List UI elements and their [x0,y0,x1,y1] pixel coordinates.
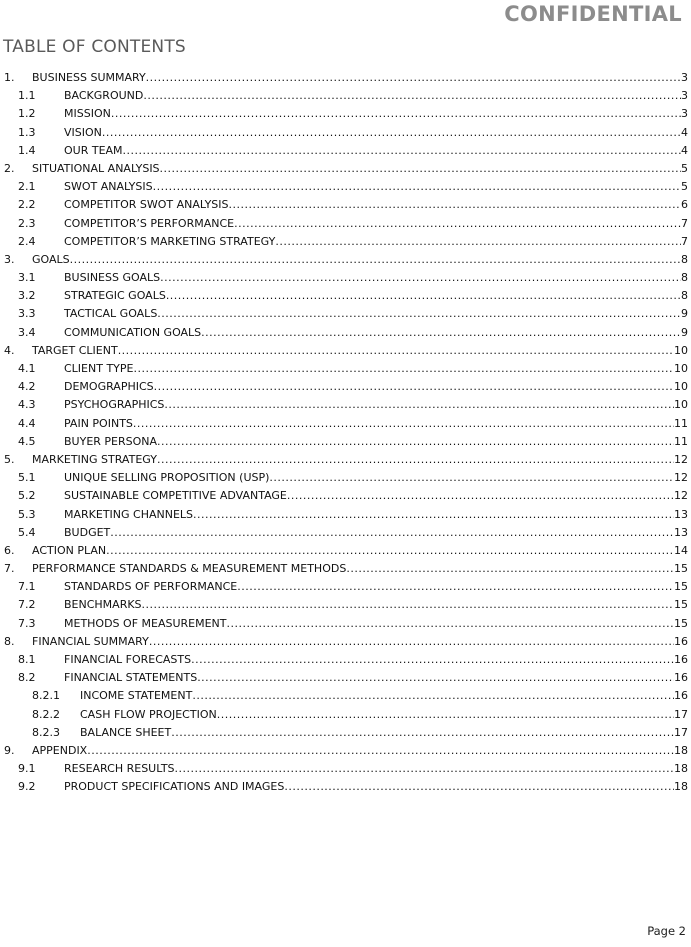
toc-entry-number: 3.4 [18,325,36,339]
toc-entry-number: 2.3 [18,216,36,230]
toc-title: TABLE OF CONTENTS [3,37,186,57]
toc-entry[interactable] [0,87,691,105]
toc-entry-line [32,542,688,560]
toc-entry[interactable] [0,196,691,214]
toc-entry-line [80,706,688,724]
toc-leader-dots [284,778,674,796]
toc-entry[interactable] [0,396,691,414]
toc-leader-dots [133,360,674,378]
toc-entry-line [64,124,688,142]
toc-entry-page: 5 [681,161,688,175]
toc-entry-number: 3.1 [18,271,36,285]
toc-entry-page: 7 [681,216,688,230]
toc-entry-label: METHODS OF MEASUREMENT [64,616,227,630]
toc-entry-label: UNIQUE SELLING PROPOSITION (USP) [64,471,270,485]
toc-leader-dots [157,451,674,469]
toc-entry-line [64,269,688,287]
toc-entry-page: 4 [681,143,688,157]
toc-leader-dots [143,87,681,105]
toc-entry[interactable] [0,560,691,578]
confidential-label: CONFIDENTIAL [504,2,682,26]
toc-leader-dots [191,651,674,669]
toc-entry-number: 3. [4,252,15,266]
toc-entry-line [64,360,688,378]
toc-entry-line [32,251,688,269]
toc-entry-page: 10 [674,343,688,357]
toc-entry-page: 3 [681,107,688,121]
toc-entry-number: 4.2 [18,380,36,394]
toc-entry-label: OUR TEAM [64,143,123,157]
toc-entry-number: 1.4 [18,143,36,157]
toc-entry[interactable] [0,651,691,669]
toc-entry-number: 8.2 [18,671,36,685]
toc-entry-label: APPENDIX [32,743,88,757]
toc-entry-number: 4.5 [18,434,36,448]
toc-entry-number: 5.2 [18,489,36,503]
toc-entry-line [64,178,688,196]
toc-entry-page: 14 [674,543,688,557]
toc-entry[interactable] [0,524,691,542]
toc-leader-dots [197,669,674,687]
toc-entry[interactable] [0,342,691,360]
toc-leader-dots [149,633,674,651]
toc-entry[interactable] [0,706,691,724]
toc-entry[interactable] [0,69,691,87]
toc-entry-page: 17 [674,707,688,721]
toc-entry-line [64,760,688,778]
toc-entry-page: 16 [674,689,688,703]
toc-leader-dots [201,324,681,342]
toc-entry-label: CASH FLOW PROJECTION [80,707,217,721]
toc-entry-label: PAIN POINTS [64,416,133,430]
toc-leader-dots [102,124,681,142]
toc-entry-label: COMPETITOR’S MARKETING STRATEGY [64,234,276,248]
table-of-contents [0,69,691,797]
toc-entry-page: 10 [674,380,688,394]
toc-entry-number: 8.1 [18,653,36,666]
toc-entry-number: 1.3 [18,125,36,139]
toc-entry-page: 10 [674,398,688,412]
toc-leader-dots [70,251,681,269]
toc-entry-page: 16 [674,634,688,648]
toc-leader-dots [87,742,674,760]
toc-leader-dots [157,305,681,323]
toc-entry-page: 9 [681,325,688,339]
toc-entry-page: 18 [674,780,688,794]
toc-entry[interactable] [0,105,691,123]
toc-entry-line [64,524,688,542]
toc-entry[interactable] [0,633,691,651]
toc-entry-line [32,633,688,651]
toc-entry-number: 6. [4,543,15,557]
toc-entry-number: 7. [4,562,15,576]
toc-entry-number: 2.1 [18,180,36,194]
toc-entry-label: SWOT ANALYSIS [64,180,153,194]
toc-leader-dots [154,378,674,396]
toc-entry[interactable] [0,487,691,505]
toc-entry-page: 12 [674,489,688,503]
toc-entry-page: 15 [674,580,688,594]
toc-entry-line [32,742,688,760]
toc-entry[interactable] [0,742,691,760]
toc-entry-number: 9.2 [18,780,36,794]
toc-entry[interactable] [0,124,691,142]
toc-entry-line [64,142,688,160]
toc-entry-number: 8.2.2 [32,707,60,721]
toc-entry[interactable] [0,669,691,687]
toc-entry-number: 9.1 [18,762,36,776]
toc-entry-label: FINANCIAL SUMMARY [32,634,149,648]
toc-leader-dots [118,342,674,360]
toc-entry-label: BALANCE SHEET [80,725,172,739]
toc-entry-label: BUSINESS SUMMARY [32,71,146,84]
toc-leader-dots [171,724,674,742]
toc-entry-label: INCOME STATEMENT [80,689,193,703]
toc-entry-line [64,778,688,796]
toc-entry-page: 12 [674,452,688,466]
toc-entry-line [64,305,688,323]
toc-entry-line [64,487,688,505]
toc-entry-page: 8 [681,252,688,266]
toc-entry-label: VISION [64,125,102,139]
toc-entry[interactable] [0,142,691,160]
toc-entry-line [64,87,688,105]
toc-entry-label: PERFORMANCE STANDARDS & MEASUREMENT METHODS [32,562,347,576]
toc-leader-dots [110,524,674,542]
toc-entry-page: 15 [674,616,688,630]
toc-entry-line [32,342,688,360]
toc-entry-line [64,324,688,342]
toc-entry-page: 5 [681,180,688,194]
toc-entry-number: 7.3 [18,616,36,630]
toc-leader-dots [146,69,681,87]
toc-leader-dots [237,578,674,596]
toc-entry[interactable] [0,269,691,287]
toc-leader-dots [123,142,681,160]
toc-entry-number: 7.1 [18,580,36,594]
toc-entry-line [64,615,688,633]
toc-entry-label: TACTICAL GOALS [64,307,158,321]
toc-leader-dots [153,178,681,196]
toc-entry[interactable] [0,305,691,323]
toc-entry-label: COMMUNICATION GOALS [64,325,202,339]
toc-entry[interactable] [0,378,691,396]
toc-entry-line [64,378,688,396]
toc-entry-line [64,578,688,596]
toc-leader-dots [133,415,674,433]
toc-entry-number: 2.2 [18,198,36,212]
toc-entry-number: 8.2.1 [32,689,60,703]
toc-entry-number: 2. [4,161,15,175]
toc-entry-line [64,287,688,305]
toc-entry-number: 5.4 [18,525,36,539]
toc-leader-dots [192,687,674,705]
toc-entry-page: 18 [674,743,688,757]
toc-entry-number: 5. [4,452,15,466]
toc-entry-label: MARKETING CHANNELS [64,507,194,521]
toc-entry-label: STANDARDS OF PERFORMANCE [64,580,238,594]
toc-entry-number: 4.4 [18,416,36,430]
toc-entry-page: 7 [681,234,688,248]
toc-entry-line [64,506,688,524]
toc-entry[interactable] [0,451,691,469]
toc-entry-page: 18 [674,762,688,776]
toc-entry-label: RESEARCH RESULTS [64,762,175,776]
toc-leader-dots [217,706,674,724]
toc-entry-page: 11 [674,416,688,430]
toc-entry-number: 4.3 [18,398,36,412]
toc-entry-line [64,196,688,214]
toc-entry[interactable] [0,160,691,178]
toc-entry-label: COMPETITOR’S PERFORMANCE [64,216,235,230]
toc-entry-label: GOALS [32,252,70,266]
toc-entry-label: PRODUCT SPECIFICATIONS AND IMAGES [64,780,285,794]
toc-entry-label: PSYCHOGRAPHICS [64,398,165,412]
toc-entry-label: BUSINESS GOALS [64,271,161,285]
toc-leader-dots [166,287,681,305]
toc-entry-label: BUDGET [64,525,111,539]
toc-entry-number: 8.2.3 [32,725,60,739]
toc-entry[interactable] [0,233,691,251]
toc-leader-dots [227,615,674,633]
toc-entry-label: SUSTAINABLE COMPETITIVE ADVANTAGE [64,489,287,503]
toc-entry[interactable] [0,287,691,305]
toc-leader-dots [160,160,681,178]
toc-entry-label: MISSION [64,107,111,121]
toc-entry-label: FINANCIAL STATEMENTS [64,671,198,685]
toc-entry-page: 3 [681,89,688,103]
toc-entry-line [64,105,688,123]
toc-entry-page: 6 [681,198,688,212]
toc-leader-dots [106,542,674,560]
toc-leader-dots [229,196,681,214]
toc-entry[interactable] [0,687,691,705]
toc-entry-label: FINANCIAL FORECASTS [64,653,192,666]
toc-entry-line [32,451,688,469]
toc-entry-page: 15 [674,562,688,576]
toc-entry-number: 1. [4,71,15,84]
toc-entry-line [64,469,688,487]
toc-entry-page: 13 [674,525,688,539]
toc-entry-number: 3.3 [18,307,36,321]
toc-entry-line [64,415,688,433]
toc-entry[interactable] [0,469,691,487]
toc-leader-dots [175,760,674,778]
toc-entry-page: 17 [674,725,688,739]
toc-leader-dots [275,233,681,251]
toc-entry[interactable] [0,778,691,796]
toc-entry-page: 8 [681,289,688,303]
toc-entry-label: TARGET CLIENT [32,343,118,357]
toc-entry-page: 10 [674,362,688,375]
toc-entry-number: 2.4 [18,234,36,248]
toc-leader-dots [157,433,674,451]
toc-entry-line [64,233,688,251]
toc-entry-label: MARKETING STRATEGY [32,452,157,466]
toc-entry-line [32,69,688,87]
toc-leader-dots [111,105,681,123]
toc-entry-label: BUYER PERSONA [64,434,158,448]
toc-entry[interactable] [0,506,691,524]
toc-entry-page: 3 [681,71,688,84]
toc-entry[interactable] [0,615,691,633]
toc-entry[interactable] [0,415,691,433]
toc-leader-dots [193,506,674,524]
toc-entry-page: 4 [681,125,688,139]
toc-entry-label: COMPETITOR SWOT ANALYSIS [64,198,229,212]
toc-entry-line [32,560,688,578]
toc-entry-number: 4. [4,343,15,357]
toc-entry-page: 16 [674,653,688,666]
toc-entry-number: 9. [4,743,15,757]
toc-entry[interactable] [0,251,691,269]
toc-entry-page: 15 [674,598,688,612]
toc-entry-number: 4.1 [18,362,36,375]
toc-entry-label: STRATEGIC GOALS [64,289,166,303]
toc-entry-line [64,396,688,414]
toc-entry-line [64,669,688,687]
toc-entry[interactable] [0,760,691,778]
toc-entry-label: SITUATIONAL ANALYSIS [32,161,160,175]
toc-entry-label: DEMOGRAPHICS [64,380,154,394]
toc-entry-page: 16 [674,671,688,685]
toc-entry[interactable] [0,360,691,378]
toc-entry[interactable] [0,578,691,596]
toc-entry-page: 8 [681,271,688,285]
toc-entry-label: ACTION PLAN [32,543,107,557]
toc-entry-number: 1.1 [18,89,36,103]
toc-entry[interactable] [0,433,691,451]
toc-entry-line [64,596,688,614]
toc-entry-line [80,724,688,742]
toc-entry-page: 11 [674,434,688,448]
toc-entry-number: 5.3 [18,507,36,521]
toc-leader-dots [160,269,681,287]
toc-entry-line [64,651,688,669]
toc-entry-line [32,160,688,178]
toc-entry[interactable] [0,542,691,560]
toc-leader-dots [269,469,674,487]
toc-leader-dots [287,487,674,505]
toc-entry-label: BENCHMARKS [64,598,142,612]
toc-entry[interactable] [0,596,691,614]
toc-entry-number: 7.2 [18,598,36,612]
toc-entry-number: 5.1 [18,471,36,485]
toc-leader-dots [164,396,674,414]
toc-entry[interactable] [0,215,691,233]
toc-entry-page: 9 [681,307,688,321]
toc-entry-page: 13 [674,507,688,521]
toc-leader-dots [142,596,674,614]
toc-entry-line [80,687,688,705]
toc-entry[interactable] [0,724,691,742]
toc-entry-number: 8. [4,634,15,648]
toc-entry[interactable] [0,178,691,196]
page-number: Page 2 [647,924,686,938]
toc-entry-line [64,433,688,451]
toc-leader-dots [234,215,681,233]
toc-entry-number: 3.2 [18,289,36,303]
toc-entry-label: BACKGROUND [64,89,144,103]
toc-entry[interactable] [0,324,691,342]
toc-leader-dots [346,560,674,578]
toc-entry-label: CLIENT TYPE [64,362,134,375]
toc-entry-page: 12 [674,471,688,485]
toc-entry-line [64,215,688,233]
toc-entry-number: 1.2 [18,107,36,121]
